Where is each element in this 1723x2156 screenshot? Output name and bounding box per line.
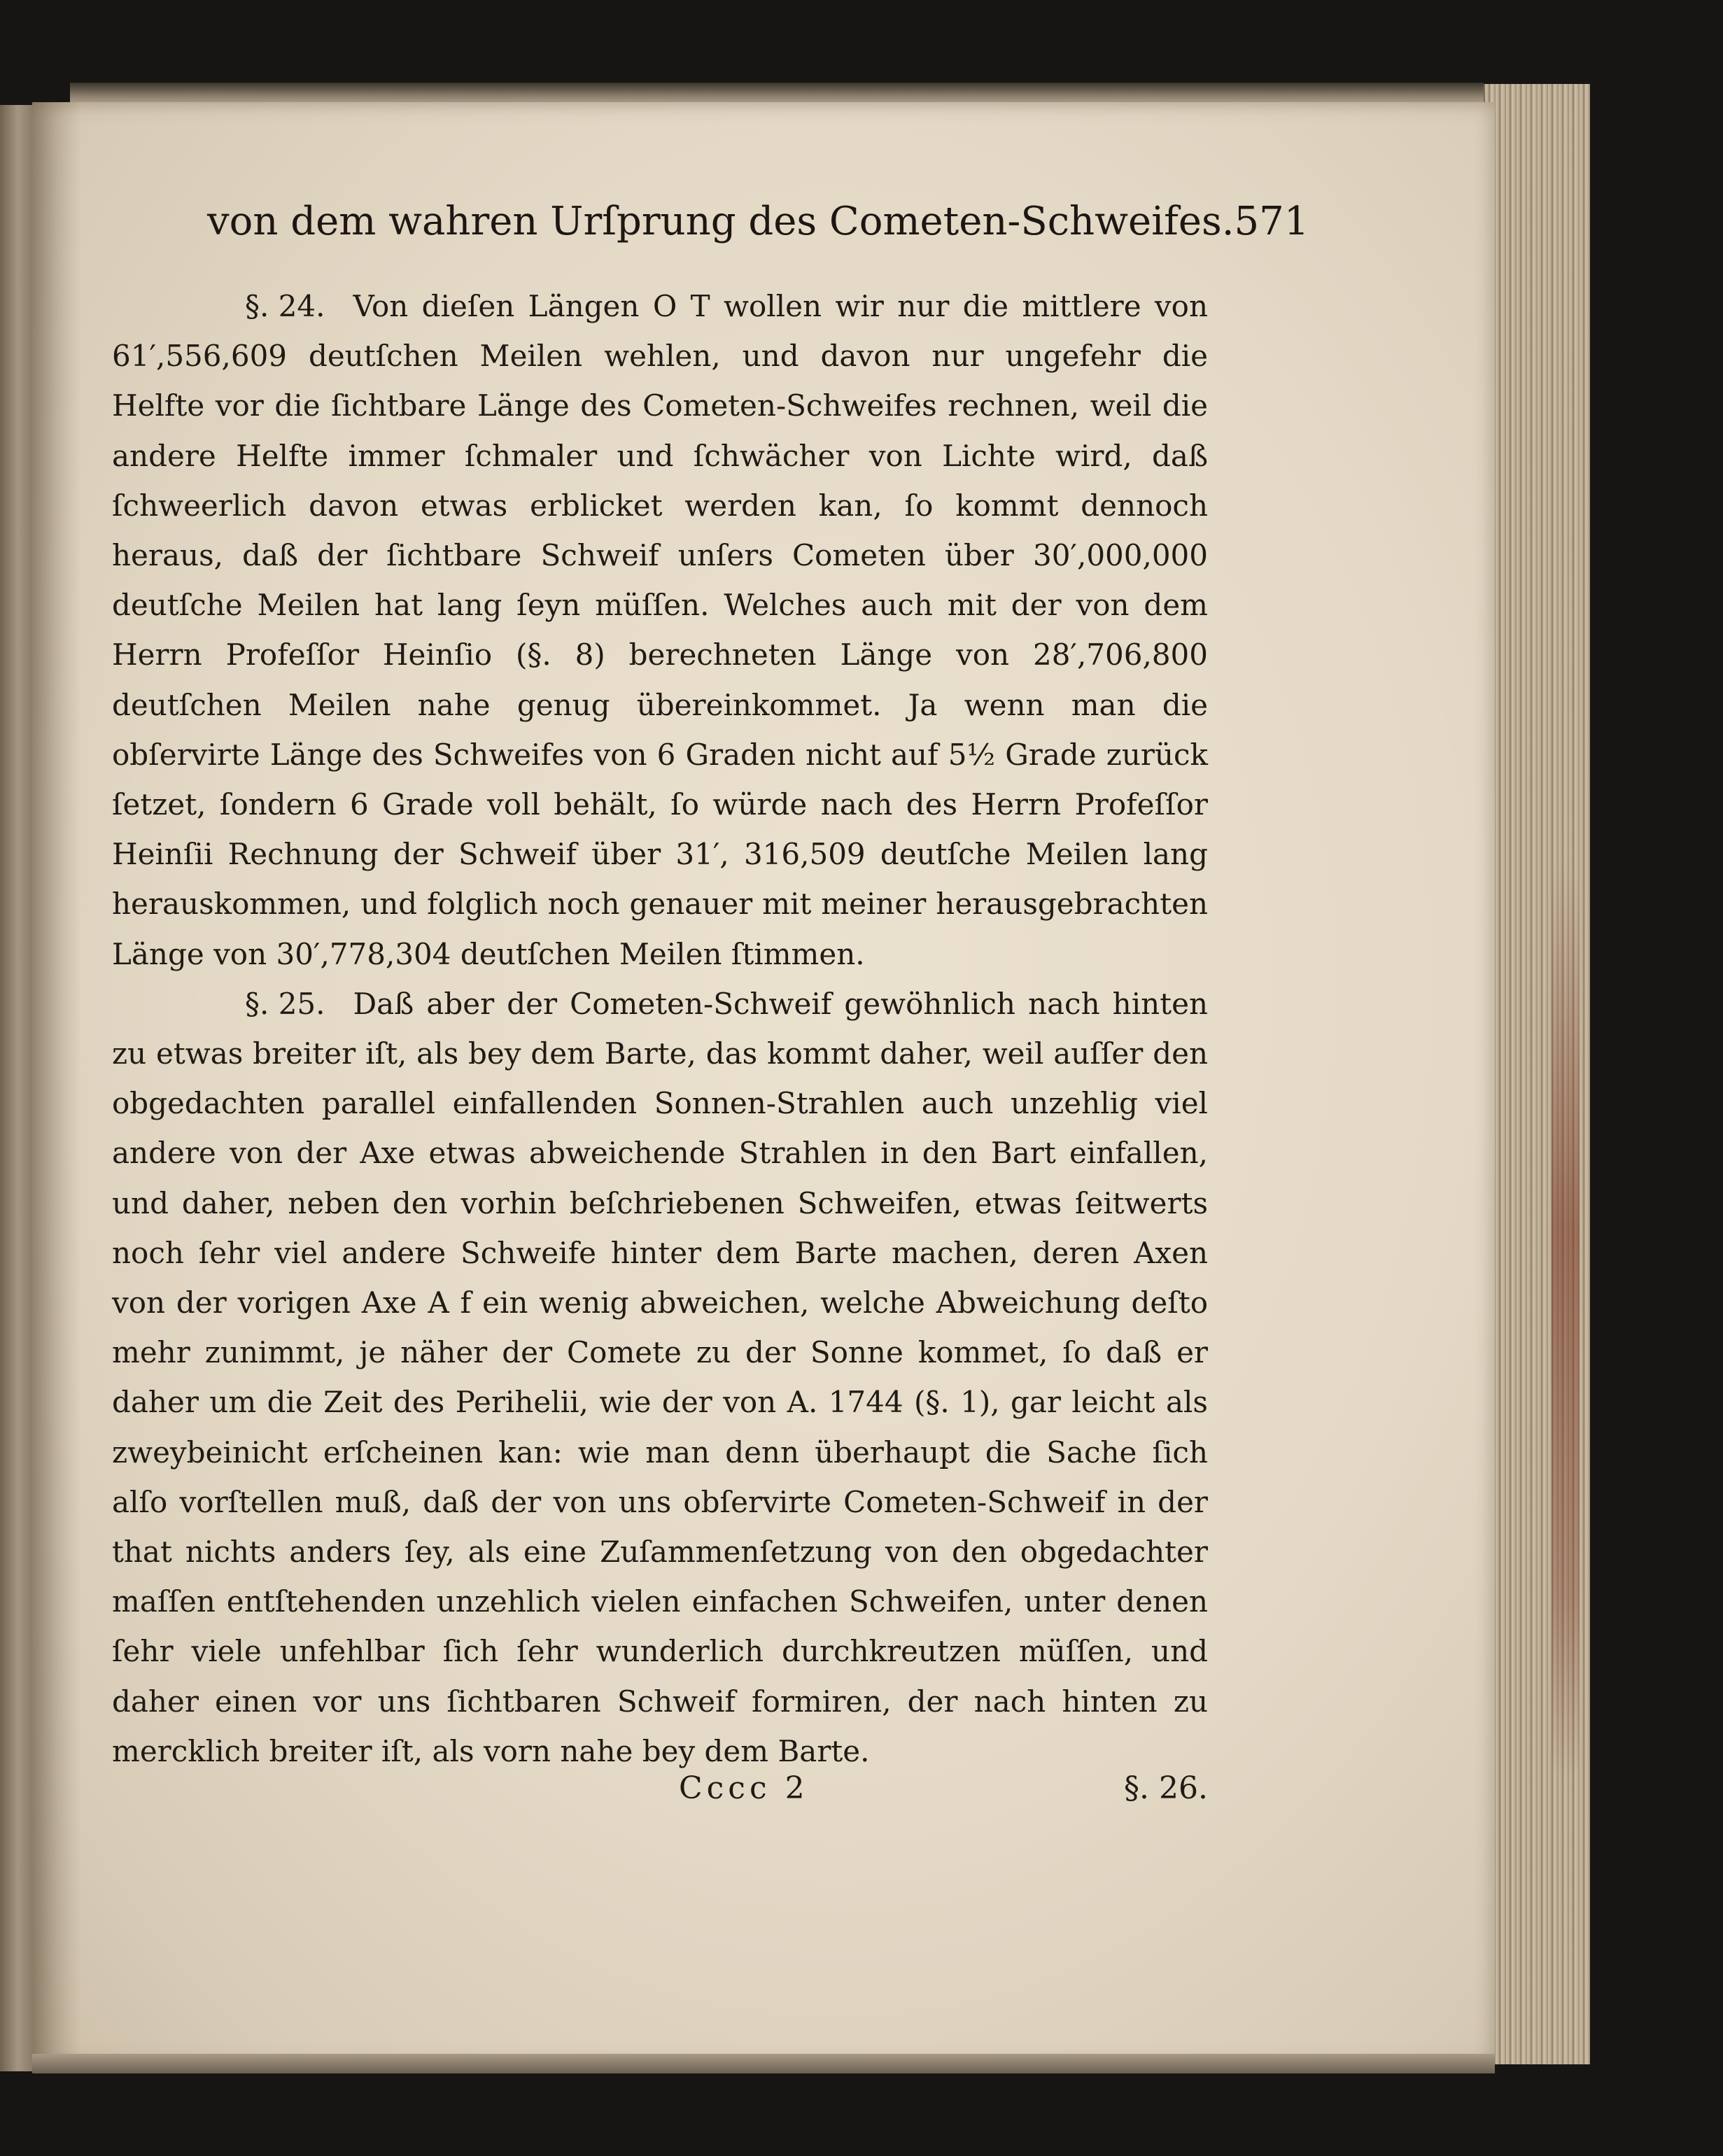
section-number: §. 25. bbox=[245, 986, 325, 1021]
paragraph-text: Von dieſen Längen O T wollen wir nur die mittlere von 61′,556,609 deutſchen Meilen wehlen, und davon nur ungefehr die Helfte vor die ſichtbare Länge des Cometen-Schweifes rechnen, weil die andere Helfte immer ſchmaler und ſchwächer von Lichte wird, daß ſchweerlich davon etwas erblicket werden kan, ſo kommt dennoch heraus, daß der ſichtbare Schweif unſers Cometen über 30′,000,000 deutſche Meilen hat lang ſeyn müſſen. Welches auch mit der von dem Herrn Profeſſor Heinſio (§. 8) berechneten Länge von 28′,706,800 deutſchen Meilen nahe genug übereinkommet. Ja wenn man die obſervirte Länge des Schweifes von 6 Graden nicht auf 5½ Grade zurück ſetzet, ſondern 6 Grade voll behält, ſo würde nach des Herrn Profeſſor Heinſii Rechnung der Schweif über 31′, 316,509 deutſche Meilen lang herauskommen, und folglich noch genauer mit meiner herausgebrachten Länge von 30′,778,304 deutſchen Meilen ſtimmen. bbox=[112, 289, 1208, 971]
catchword: §. 26. bbox=[1124, 1770, 1208, 1806]
paragraph-section-24 bbox=[112, 281, 1208, 979]
body-text bbox=[112, 281, 1208, 1776]
page-bottom-edge bbox=[32, 2054, 1495, 2073]
page-gutter-shadow bbox=[32, 102, 81, 2065]
paragraph-text: Daß aber der Cometen-Schweif gewöhnlich nach hinten zu etwas breiter iſt, als bey dem Barte, das kommt daher, weil auſſer den obgedachten parallel einfallenden Sonnen-Strahlen auch unzehlig viel andere von der Axe etwas abweichende Strahlen in den Bart einfallen, und daher, neben den vorhin beſchriebenen Schweifen, etwas ſeitwerts noch ſehr viel andere Schweife hinter dem Barte machen, deren Axen von der vorigen Axe A f ein wenig abweichen, welche Abweichung deſto mehr zunimmt, je näher der Comete zu der Sonne kommet, ſo daß er daher um die Zeit des Perihelii, wie der von A. 1744 (§. 1), gar leicht als zweybeinicht erſcheinen kan: wie man denn überhaupt die Sache ſich alſo vorſtellen muß, daß der von uns obſervirte Cometen-Schweif in der that nichts anders ſey, als eine Zuſammenſetzung von den obgedachter maſſen entſtehenden unzehlich vielen einfachen Schweifen, unter denen ſehr viele unfehlbar ſich ſehr wunderlich durchkreutzen müſſen, und daher einen vor uns ſichtbaren Schweif formiren, der nach hinten zu mercklich breiter iſt, als vorn nahe bey dem Barte. bbox=[112, 986, 1208, 1768]
section-number: §. 24. bbox=[245, 289, 325, 323]
running-head bbox=[207, 199, 1309, 262]
page-footer bbox=[112, 1770, 1208, 1819]
page-edge-stain bbox=[1552, 868, 1580, 1777]
running-head-title: von dem wahren Urſprung des Cometen-Schweifes. bbox=[207, 199, 1235, 244]
signature-mark: Cccc 2 bbox=[679, 1770, 809, 1806]
fore-edge-page-stack bbox=[1484, 84, 1590, 2064]
previous-page-edge bbox=[0, 105, 32, 2071]
paragraph-section-25 bbox=[112, 979, 1208, 1776]
page-number: 571 bbox=[1234, 199, 1309, 244]
